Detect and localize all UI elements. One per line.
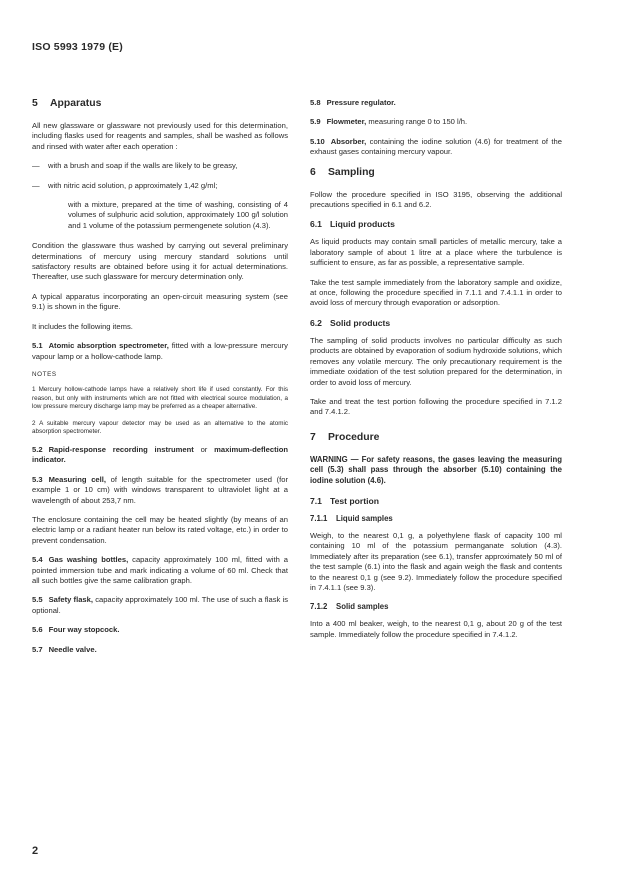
paragraph: with a mixture, prepared at the time of washing, consisting of 4 volumes of sulphuric acid solution, approximately 100 g/l solution and 1 volume of the potassium permengenete solution (4.3). xyxy=(68,200,288,230)
item-5-3: 5.3 Measuring cell, of length suitable for the spectrometer used (for example 1 or 10 cm) with windows transparent to ultraviolet light at a wavelength of about 253,7 nm. xyxy=(32,474,288,505)
section-7-1-1-heading: 7.1.1 Liquid samples xyxy=(310,513,393,523)
dash-item: — with nitric acid solution, ρ approximately 1,42 g/ml; xyxy=(32,180,218,190)
note: 2 A suitable mercury vapour detector may be used as an alternative to the atomic absorption spectrometer. xyxy=(32,419,288,436)
section-6-1-heading: 6.1 Liquid products xyxy=(310,219,395,230)
paragraph: Take and treat the test portion following the procedure specified in 7.1.2 and 7.4.1.2. xyxy=(310,396,562,417)
notes-title: NOTES xyxy=(32,370,57,378)
section-5-heading: 5 Apparatus xyxy=(32,98,102,109)
paragraph: Take the test sample immediately from the laboratory sample and oxidize, at once, following the procedure specified in 7.1.1 and 7.4.1.1 in order to avoid loss of mercury through evaporation or adsorption. xyxy=(310,277,562,308)
paragraph: Follow the procedure specified in ISO 3195, observing the additional precautions specified in 6.1 and 6.2. xyxy=(310,189,562,210)
item-5-5: 5.5 Safety flask, capacity approximately 100 ml. The use of such a flask is optional. xyxy=(32,595,288,615)
section-7-1-heading: 7.1 Test portion xyxy=(310,495,380,506)
dash-item: — with a brush and soap if the walls are likely to be greasy, xyxy=(32,161,238,171)
paragraph: A typical apparatus incorporating an open-circuit measuring system (see 9.1) is shown in the figure. xyxy=(32,291,288,312)
paragraph: All new glassware or glassware not previously used for this determination, including flasks used for reagents and samples, shall be washed as follows and rinsed with water after each operation : xyxy=(32,121,288,151)
item-5-4: 5.4 Gas washing bottles, capacity approximately 100 ml, fitted with a pointed immersion tube and mark indicating a volume of 60 ml. Check that all such bottles give the same calibration graph. xyxy=(32,555,288,585)
section-7-heading: 7 Procedure xyxy=(310,431,380,443)
paragraph: Condition the glassware thus washed by carrying out several preliminary determinations of mercury using mercury standard solutions until satisfactory results are obtained before using it for actual determinations. Thereafter, use such glassware for mercury determination only. xyxy=(32,241,288,282)
item-5-9: 5.9 Flowmeter, measuring range 0 to 150 l/h. xyxy=(310,117,468,127)
item-5-7: 5.7 Needle valve. xyxy=(32,644,97,654)
paragraph: Into a 400 ml beaker, weigh, to the nearest 0,1 g, about 20 g of the test sample. Immediately follow the procedure specified in 7.4.1.2. xyxy=(310,619,562,639)
page-header: ISO 5993 1979 (E) xyxy=(32,41,123,53)
section-6-2-heading: 6.2 Solid products xyxy=(310,317,391,328)
item-5-6: 5.6 Four way stopcock. xyxy=(32,625,120,635)
paragraph: The sampling of solid products involves no particular difficulty as such products are obtained by evaporation of sodium hydroxide solutions, which removes any volatile mercury. The only precautionary requirement is the immediate oxidation of the test solution prepared for the determination, in order to avoid loss of mercury. xyxy=(310,335,562,387)
paragraph: The enclosure containing the cell may be heated slightly (by means of an electric lamp or a radiant heater run below its rated voltage, etc.) in order to prevent condensation. xyxy=(32,514,288,545)
paragraph: As liquid products may contain small particles of metallic mercury, take a laboratory sample of about 1 litre at a place where the turbulence is sufficient to ensure, as far as possible, a representative sample. xyxy=(310,237,562,268)
note: 1 Mercury hollow-cathode lamps have a relatively short life if used constantly. For this reason, but only with instruments which are not fitted with electrical source modulation, a low pressure mercury discharge lamp may be preferred as a cheaper alternative. xyxy=(32,385,288,411)
warning: WARNING — For safety reasons, the gases leaving the measuring cell (5.3) shall pass through the absorber (5.10) containing the iodine solution (4.6). xyxy=(310,454,562,485)
item-5-10: 5.10 Absorber, containing the iodine solution (4.6) for treatment of the exhaust gases containing mercury vapour. xyxy=(310,136,562,157)
section-7-1-2-heading: 7.1.2 Solid samples xyxy=(310,602,389,612)
left-column xyxy=(32,98,288,664)
right-column xyxy=(310,98,562,649)
item-5-8: 5.8 Pressure regulator. xyxy=(310,98,396,107)
paragraph: Weigh, to the nearest 0,1 g, a polyethylene flask of capacity 100 ml containing 10 ml of the potassium permanganate solution (4.3). Immediately after its preparation (see 6.1), transfer approximately 50 ml of the test sample (6.1) into the flask and again weigh the flask and contents to the nearest 0,1 g (see 9.2). Immediately follow the procedure specified in 7.4.1.1 (see 9.3). xyxy=(310,530,562,592)
item-5-2: 5.2 Rapid-response recording instrument or maximum-deflection indicator. xyxy=(32,444,288,465)
section-6-heading: 6 Sampling xyxy=(310,166,375,178)
item-5-1: 5.1 Atomic absorption spectrometer, fitted with a low-pressure mercury vapour lamp or a hollow-cathode lamp. xyxy=(32,341,288,361)
paragraph: It includes the following items. xyxy=(32,321,133,331)
page-number: 2 xyxy=(32,845,39,857)
